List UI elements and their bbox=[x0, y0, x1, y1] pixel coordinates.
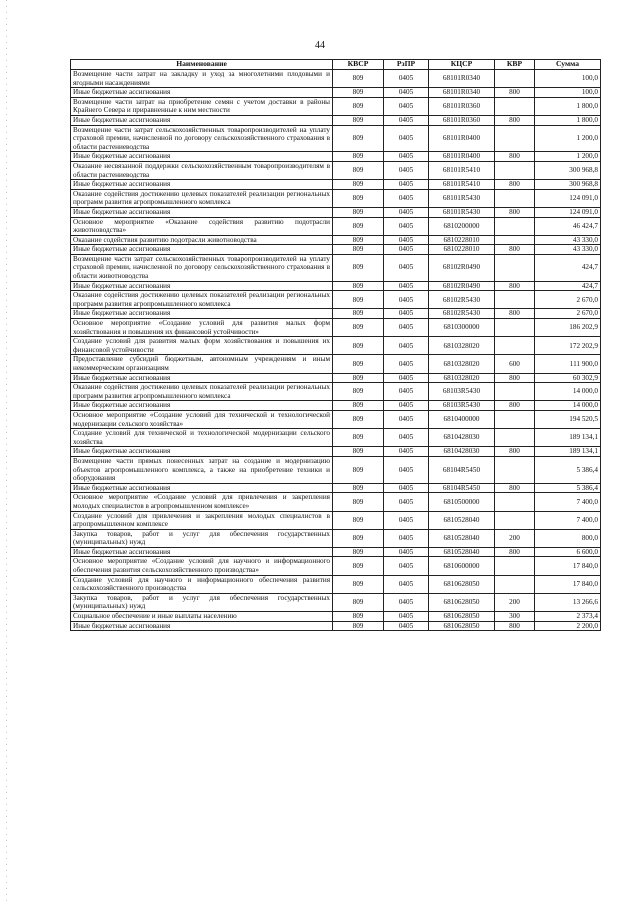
row-kvr-cell: 800 bbox=[495, 483, 535, 493]
row-name-cell: Создание условий для технической и технологической модернизации сельского хозяйства bbox=[71, 429, 333, 447]
row-rzpr-cell: 0405 bbox=[384, 125, 429, 152]
table-row bbox=[71, 593, 601, 611]
row-kcsr-cell: 6810400000 bbox=[429, 410, 495, 428]
row-rzpr-cell: 0405 bbox=[384, 235, 429, 245]
table-row bbox=[71, 217, 601, 235]
row-sum-cell: 424,7 bbox=[535, 254, 601, 281]
page-number: 44 bbox=[315, 40, 325, 51]
row-rzpr-cell: 0405 bbox=[384, 373, 429, 383]
row-kvsr-cell: 809 bbox=[333, 125, 384, 152]
row-name-cell: Иные бюджетные ассигнования bbox=[71, 207, 333, 217]
row-name-cell: Основное мероприятие «Создание условий для привлечения и закрепления молодых специалистов в агропромышленном комплексе» bbox=[71, 493, 333, 511]
row-kvr-cell bbox=[495, 70, 535, 88]
table-row bbox=[71, 511, 601, 529]
row-kcsr-cell: 6810428030 bbox=[429, 429, 495, 447]
row-kcsr-cell: 68101R5430 bbox=[429, 207, 495, 217]
row-sum-cell: 7 400,0 bbox=[535, 493, 601, 511]
row-kvsr-cell: 809 bbox=[333, 245, 384, 255]
table-row bbox=[71, 337, 601, 355]
row-rzpr-cell: 0405 bbox=[384, 575, 429, 593]
row-kvsr-cell: 809 bbox=[333, 207, 384, 217]
row-kcsr-cell: 68102R5430 bbox=[429, 309, 495, 319]
row-name-cell: Оказание содействия развитию подотрасли животноводства bbox=[71, 235, 333, 245]
table-row bbox=[71, 115, 601, 125]
row-kcsr-cell: 6810528040 bbox=[429, 547, 495, 557]
table-body bbox=[71, 70, 601, 631]
row-rzpr-cell: 0405 bbox=[384, 319, 429, 337]
row-kvsr-cell: 809 bbox=[333, 337, 384, 355]
row-name-cell: Закупка товаров, работ и услуг для обеспечения государственных (муниципальных) нужд bbox=[71, 593, 333, 611]
row-kcsr-cell: 68102R0490 bbox=[429, 281, 495, 291]
row-kvr-cell bbox=[495, 97, 535, 115]
table-row bbox=[71, 235, 601, 245]
row-kvr-cell: 800 bbox=[495, 207, 535, 217]
row-kvr-cell: 800 bbox=[495, 373, 535, 383]
row-sum-cell: 5 386,4 bbox=[535, 456, 601, 483]
row-kvr-cell: 200 bbox=[495, 593, 535, 611]
row-rzpr-cell: 0405 bbox=[384, 281, 429, 291]
row-sum-cell: 194 520,5 bbox=[535, 410, 601, 428]
row-sum-cell: 1 800,0 bbox=[535, 115, 601, 125]
row-kvr-cell bbox=[495, 383, 535, 401]
row-kcsr-cell: 68101R0340 bbox=[429, 70, 495, 88]
table-row bbox=[71, 410, 601, 428]
row-kvsr-cell: 809 bbox=[333, 612, 384, 622]
row-rzpr-cell: 0405 bbox=[384, 429, 429, 447]
row-name-cell: Основное мероприятие «Создание условий для технической и технологической модернизации сельского хозяйства» bbox=[71, 410, 333, 428]
row-rzpr-cell: 0405 bbox=[384, 447, 429, 457]
table-row bbox=[71, 97, 601, 115]
row-rzpr-cell: 0405 bbox=[384, 410, 429, 428]
row-name-cell: Возмещение части затрат сельскохозяйственных товаропроизводителей на уплату страховой премии, начисленной по договору сельскохозяйственного страхования в области растениеводства bbox=[71, 125, 333, 152]
row-sum-cell: 6 600,0 bbox=[535, 547, 601, 557]
row-kvsr-cell: 809 bbox=[333, 593, 384, 611]
row-rzpr-cell: 0405 bbox=[384, 557, 429, 575]
row-kvsr-cell: 809 bbox=[333, 189, 384, 207]
row-kcsr-cell: 68104R5450 bbox=[429, 456, 495, 483]
row-name-cell: Иные бюджетные ассигнования bbox=[71, 180, 333, 190]
row-sum-cell: 124 091,0 bbox=[535, 207, 601, 217]
row-kvr-cell: 800 bbox=[495, 115, 535, 125]
table-row bbox=[71, 152, 601, 162]
row-name-cell: Иные бюджетные ассигнования bbox=[71, 281, 333, 291]
row-kcsr-cell: 68102R5430 bbox=[429, 291, 495, 309]
row-kvsr-cell: 809 bbox=[333, 557, 384, 575]
table-row bbox=[71, 383, 601, 401]
row-kvsr-cell: 809 bbox=[333, 309, 384, 319]
row-rzpr-cell: 0405 bbox=[384, 217, 429, 235]
row-sum-cell: 124 091,0 bbox=[535, 189, 601, 207]
table-row bbox=[71, 189, 601, 207]
row-kvsr-cell: 809 bbox=[333, 447, 384, 457]
row-rzpr-cell: 0405 bbox=[384, 621, 429, 631]
row-kvr-cell: 800 bbox=[495, 621, 535, 631]
row-sum-cell: 5 386,4 bbox=[535, 483, 601, 493]
row-kvr-cell: 800 bbox=[495, 401, 535, 411]
row-sum-cell: 300 968,8 bbox=[535, 161, 601, 179]
table-row bbox=[71, 70, 601, 88]
table-row bbox=[71, 180, 601, 190]
row-sum-cell: 14 000,0 bbox=[535, 401, 601, 411]
row-sum-cell: 43 330,0 bbox=[535, 235, 601, 245]
row-kcsr-cell: 6810500000 bbox=[429, 493, 495, 511]
row-sum-cell: 300 968,8 bbox=[535, 180, 601, 190]
row-rzpr-cell: 0405 bbox=[384, 152, 429, 162]
row-kcsr-cell: 68103R5430 bbox=[429, 383, 495, 401]
row-kvsr-cell: 809 bbox=[333, 355, 384, 373]
row-kvr-cell bbox=[495, 161, 535, 179]
row-rzpr-cell: 0405 bbox=[384, 483, 429, 493]
row-kvsr-cell: 809 bbox=[333, 429, 384, 447]
row-kvr-cell: 800 bbox=[495, 547, 535, 557]
row-kvsr-cell: 809 bbox=[333, 456, 384, 483]
row-sum-cell: 14 000,0 bbox=[535, 383, 601, 401]
row-rzpr-cell: 0405 bbox=[384, 456, 429, 483]
row-kvsr-cell: 809 bbox=[333, 97, 384, 115]
row-kvsr-cell: 809 bbox=[333, 410, 384, 428]
row-kvr-cell bbox=[495, 254, 535, 281]
row-sum-cell: 13 266,6 bbox=[535, 593, 601, 611]
row-kvr-cell bbox=[495, 291, 535, 309]
row-kcsr-cell: 6810200000 bbox=[429, 217, 495, 235]
row-kvsr-cell: 809 bbox=[333, 529, 384, 547]
row-kvsr-cell: 809 bbox=[333, 373, 384, 383]
header-sum: Сумма bbox=[535, 60, 601, 70]
row-kvsr-cell: 809 bbox=[333, 383, 384, 401]
row-name-cell: Иные бюджетные ассигнования bbox=[71, 373, 333, 383]
row-name-cell: Создание условий для развития малых форм хозяйствования и повышения их финансовой устойчивости bbox=[71, 337, 333, 355]
row-kvsr-cell: 809 bbox=[333, 319, 384, 337]
row-kvr-cell bbox=[495, 575, 535, 593]
header-name: Наименование bbox=[71, 60, 333, 70]
table-row bbox=[71, 161, 601, 179]
table-row bbox=[71, 254, 601, 281]
row-kcsr-cell: 6810300000 bbox=[429, 319, 495, 337]
row-kvsr-cell: 809 bbox=[333, 621, 384, 631]
table-row bbox=[71, 245, 601, 255]
row-rzpr-cell: 0405 bbox=[384, 245, 429, 255]
row-sum-cell: 186 202,9 bbox=[535, 319, 601, 337]
row-kcsr-cell: 68101R0360 bbox=[429, 97, 495, 115]
row-sum-cell: 2 200,0 bbox=[535, 621, 601, 631]
table-row bbox=[71, 373, 601, 383]
row-kvsr-cell: 809 bbox=[333, 575, 384, 593]
row-name-cell: Возмещение части затрат на закладку и уход за многолетними плодовыми и ягодными насаждениями bbox=[71, 70, 333, 88]
row-kcsr-cell: 6810228010 bbox=[429, 245, 495, 255]
row-kcsr-cell: 6810428030 bbox=[429, 447, 495, 457]
table-row bbox=[71, 291, 601, 309]
row-sum-cell: 100,0 bbox=[535, 70, 601, 88]
row-name-cell: Основное мероприятие «Создание условий для развития малых форм хозяйствования и повышения их финансовой устойчивости» bbox=[71, 319, 333, 337]
table-row bbox=[71, 575, 601, 593]
table-row bbox=[71, 529, 601, 547]
budget-table bbox=[70, 59, 601, 631]
row-sum-cell: 100,0 bbox=[535, 88, 601, 98]
row-sum-cell: 1 200,0 bbox=[535, 152, 601, 162]
row-name-cell: Социальное обеспечение и иные выплаты населению bbox=[71, 612, 333, 622]
row-sum-cell: 60 302,9 bbox=[535, 373, 601, 383]
header-row bbox=[71, 60, 601, 70]
row-rzpr-cell: 0405 bbox=[384, 529, 429, 547]
table-row bbox=[71, 88, 601, 98]
row-sum-cell: 2 373,4 bbox=[535, 612, 601, 622]
row-kvr-cell: 300 bbox=[495, 612, 535, 622]
row-kvr-cell bbox=[495, 337, 535, 355]
row-name-cell: Иные бюджетные ассигнования bbox=[71, 447, 333, 457]
row-kvr-cell: 800 bbox=[495, 88, 535, 98]
row-sum-cell: 17 840,0 bbox=[535, 575, 601, 593]
row-kvr-cell bbox=[495, 456, 535, 483]
row-name-cell: Иные бюджетные ассигнования bbox=[71, 88, 333, 98]
row-kcsr-cell: 68101R5430 bbox=[429, 189, 495, 207]
row-name-cell: Основное мероприятие «Создание условий для научного и информационного обеспечения развития сельскохозяйственного производства» bbox=[71, 557, 333, 575]
row-kvsr-cell: 809 bbox=[333, 161, 384, 179]
row-kvr-cell bbox=[495, 125, 535, 152]
row-sum-cell: 2 670,0 bbox=[535, 309, 601, 319]
row-rzpr-cell: 0405 bbox=[384, 593, 429, 611]
table-row bbox=[71, 612, 601, 622]
row-rzpr-cell: 0405 bbox=[384, 355, 429, 373]
row-kcsr-cell: 68101R0400 bbox=[429, 152, 495, 162]
row-kcsr-cell: 68101R0360 bbox=[429, 115, 495, 125]
row-rzpr-cell: 0405 bbox=[384, 383, 429, 401]
table-header bbox=[71, 60, 601, 70]
table-row bbox=[71, 401, 601, 411]
row-name-cell: Оказание содействия достижению целевых показателей реализации региональных программ развития агропромышленного комплекса bbox=[71, 291, 333, 309]
row-kcsr-cell: 68101R5410 bbox=[429, 180, 495, 190]
table-row bbox=[71, 207, 601, 217]
row-name-cell: Возмещение части прямых понесенных затрат на создание и модернизацию объектов агропромышленного комплекса, а также на приобретение техники и оборудования bbox=[71, 456, 333, 483]
row-rzpr-cell: 0405 bbox=[384, 401, 429, 411]
row-kvsr-cell: 809 bbox=[333, 115, 384, 125]
row-kcsr-cell: 6810328020 bbox=[429, 373, 495, 383]
row-rzpr-cell: 0405 bbox=[384, 254, 429, 281]
row-kcsr-cell: 6810328020 bbox=[429, 337, 495, 355]
row-sum-cell: 111 900,0 bbox=[535, 355, 601, 373]
row-kvr-cell: 200 bbox=[495, 529, 535, 547]
row-kcsr-cell: 6810628050 bbox=[429, 621, 495, 631]
row-rzpr-cell: 0405 bbox=[384, 70, 429, 88]
row-sum-cell: 189 134,1 bbox=[535, 429, 601, 447]
row-kvr-cell bbox=[495, 511, 535, 529]
header-kcsr: КЦСР bbox=[429, 60, 495, 70]
row-kvsr-cell: 809 bbox=[333, 493, 384, 511]
header-kvsr: КВСР bbox=[333, 60, 384, 70]
row-name-cell: Предоставление субсидий бюджетным, автономным учреждениям и иным некоммерческим организациям bbox=[71, 355, 333, 373]
table-row bbox=[71, 319, 601, 337]
header-kvr: КВР bbox=[495, 60, 535, 70]
row-rzpr-cell: 0405 bbox=[384, 115, 429, 125]
row-kvr-cell bbox=[495, 217, 535, 235]
row-name-cell: Возмещение части затрат сельскохозяйственных товаропроизводителей на уплату страховой премии, начисленной по договору сельскохозяйственного страхования в области животноводства bbox=[71, 254, 333, 281]
row-rzpr-cell: 0405 bbox=[384, 291, 429, 309]
row-kcsr-cell: 6810328020 bbox=[429, 355, 495, 373]
row-rzpr-cell: 0405 bbox=[384, 547, 429, 557]
row-kvsr-cell: 809 bbox=[333, 235, 384, 245]
table-row bbox=[71, 493, 601, 511]
row-kvr-cell: 800 bbox=[495, 309, 535, 319]
row-sum-cell: 800,0 bbox=[535, 529, 601, 547]
row-kvr-cell: 800 bbox=[495, 180, 535, 190]
row-kvsr-cell: 809 bbox=[333, 88, 384, 98]
table-row bbox=[71, 483, 601, 493]
table-row bbox=[71, 557, 601, 575]
row-kvr-cell bbox=[495, 429, 535, 447]
row-name-cell: Иные бюджетные ассигнования bbox=[71, 115, 333, 125]
table-row bbox=[71, 309, 601, 319]
row-rzpr-cell: 0405 bbox=[384, 88, 429, 98]
row-kvsr-cell: 809 bbox=[333, 547, 384, 557]
scan-edge-marks bbox=[6, 0, 7, 905]
row-name-cell: Оказание несвязанной поддержки сельскохозяйственным товаропроизводителям в области растениеводства bbox=[71, 161, 333, 179]
row-rzpr-cell: 0405 bbox=[384, 207, 429, 217]
row-rzpr-cell: 0405 bbox=[384, 612, 429, 622]
row-sum-cell: 1 800,0 bbox=[535, 97, 601, 115]
row-rzpr-cell: 0405 bbox=[384, 309, 429, 319]
table-row bbox=[71, 547, 601, 557]
row-kvr-cell bbox=[495, 557, 535, 575]
row-kvsr-cell: 809 bbox=[333, 152, 384, 162]
row-kvr-cell: 800 bbox=[495, 152, 535, 162]
row-kcsr-cell: 6810528040 bbox=[429, 511, 495, 529]
row-name-cell: Закупка товаров, работ и услуг для обеспечения государственных (муниципальных) нужд bbox=[71, 529, 333, 547]
row-kvsr-cell: 809 bbox=[333, 401, 384, 411]
row-kvr-cell bbox=[495, 189, 535, 207]
row-rzpr-cell: 0405 bbox=[384, 180, 429, 190]
table-row bbox=[71, 355, 601, 373]
row-kvr-cell: 800 bbox=[495, 245, 535, 255]
row-kcsr-cell: 6810600000 bbox=[429, 557, 495, 575]
row-kvsr-cell: 809 bbox=[333, 281, 384, 291]
row-kvsr-cell: 809 bbox=[333, 217, 384, 235]
row-kcsr-cell: 68101R0400 bbox=[429, 125, 495, 152]
row-kvsr-cell: 809 bbox=[333, 511, 384, 529]
row-kvr-cell bbox=[495, 319, 535, 337]
row-kcsr-cell: 68101R0340 bbox=[429, 88, 495, 98]
row-rzpr-cell: 0405 bbox=[384, 493, 429, 511]
row-kvsr-cell: 809 bbox=[333, 254, 384, 281]
row-kvsr-cell: 809 bbox=[333, 180, 384, 190]
row-name-cell: Оказание содействия достижению целевых показателей реализации региональных программ развития агропромышленного комплекса bbox=[71, 383, 333, 401]
row-name-cell: Иные бюджетные ассигнования bbox=[71, 152, 333, 162]
row-kcsr-cell: 68102R0490 bbox=[429, 254, 495, 281]
row-kvsr-cell: 809 bbox=[333, 70, 384, 88]
row-sum-cell: 7 400,0 bbox=[535, 511, 601, 529]
row-kcsr-cell: 68101R5410 bbox=[429, 161, 495, 179]
table-row bbox=[71, 429, 601, 447]
row-name-cell: Иные бюджетные ассигнования bbox=[71, 483, 333, 493]
row-kvr-cell bbox=[495, 493, 535, 511]
row-sum-cell: 2 670,0 bbox=[535, 291, 601, 309]
row-kvr-cell: 800 bbox=[495, 447, 535, 457]
row-name-cell: Оказание содействия достижению целевых показателей реализации региональных программ развития агропромышленного комплекса bbox=[71, 189, 333, 207]
row-name-cell: Иные бюджетные ассигнования bbox=[71, 621, 333, 631]
header-rzpr: РзПР bbox=[384, 60, 429, 70]
row-rzpr-cell: 0405 bbox=[384, 189, 429, 207]
row-name-cell: Создание условий для привлечения и закрепления молодых специалистов в агропромышленном комплексе bbox=[71, 511, 333, 529]
row-rzpr-cell: 0405 bbox=[384, 97, 429, 115]
row-kvr-cell bbox=[495, 235, 535, 245]
row-rzpr-cell: 0405 bbox=[384, 511, 429, 529]
row-sum-cell: 46 424,7 bbox=[535, 217, 601, 235]
table-row bbox=[71, 281, 601, 291]
row-kcsr-cell: 6810628050 bbox=[429, 593, 495, 611]
row-name-cell: Иные бюджетные ассигнования bbox=[71, 547, 333, 557]
table-row bbox=[71, 456, 601, 483]
row-name-cell: Основное мероприятие «Оказание содействия развитию подотрасли животноводства» bbox=[71, 217, 333, 235]
row-kvr-cell: 800 bbox=[495, 281, 535, 291]
table-row bbox=[71, 125, 601, 152]
table-row bbox=[71, 447, 601, 457]
row-sum-cell: 17 840,0 bbox=[535, 557, 601, 575]
row-sum-cell: 189 134,1 bbox=[535, 447, 601, 457]
row-name-cell: Иные бюджетные ассигнования bbox=[71, 309, 333, 319]
row-kvsr-cell: 809 bbox=[333, 291, 384, 309]
row-name-cell: Иные бюджетные ассигнования bbox=[71, 245, 333, 255]
row-kcsr-cell: 6810628050 bbox=[429, 575, 495, 593]
row-kvr-cell bbox=[495, 410, 535, 428]
row-sum-cell: 1 200,0 bbox=[535, 125, 601, 152]
row-rzpr-cell: 0405 bbox=[384, 337, 429, 355]
row-sum-cell: 172 202,9 bbox=[535, 337, 601, 355]
row-name-cell: Иные бюджетные ассигнования bbox=[71, 401, 333, 411]
row-kcsr-cell: 6810528040 bbox=[429, 529, 495, 547]
row-kvsr-cell: 809 bbox=[333, 483, 384, 493]
row-name-cell: Возмещение части затрат на приобретение семян с учетом доставки в районы Крайнего Севера и приравненные к ним местности bbox=[71, 97, 333, 115]
row-sum-cell: 43 330,0 bbox=[535, 245, 601, 255]
row-rzpr-cell: 0405 bbox=[384, 161, 429, 179]
row-kcsr-cell: 6810628050 bbox=[429, 612, 495, 622]
row-kcsr-cell: 68104R5450 bbox=[429, 483, 495, 493]
row-sum-cell: 424,7 bbox=[535, 281, 601, 291]
row-name-cell: Создание условий для научного и информационного обеспечения развития сельскохозяйственного производства bbox=[71, 575, 333, 593]
table-row bbox=[71, 621, 601, 631]
row-kcsr-cell: 68103R5430 bbox=[429, 401, 495, 411]
row-kvr-cell: 600 bbox=[495, 355, 535, 373]
row-kcsr-cell: 6810228010 bbox=[429, 235, 495, 245]
